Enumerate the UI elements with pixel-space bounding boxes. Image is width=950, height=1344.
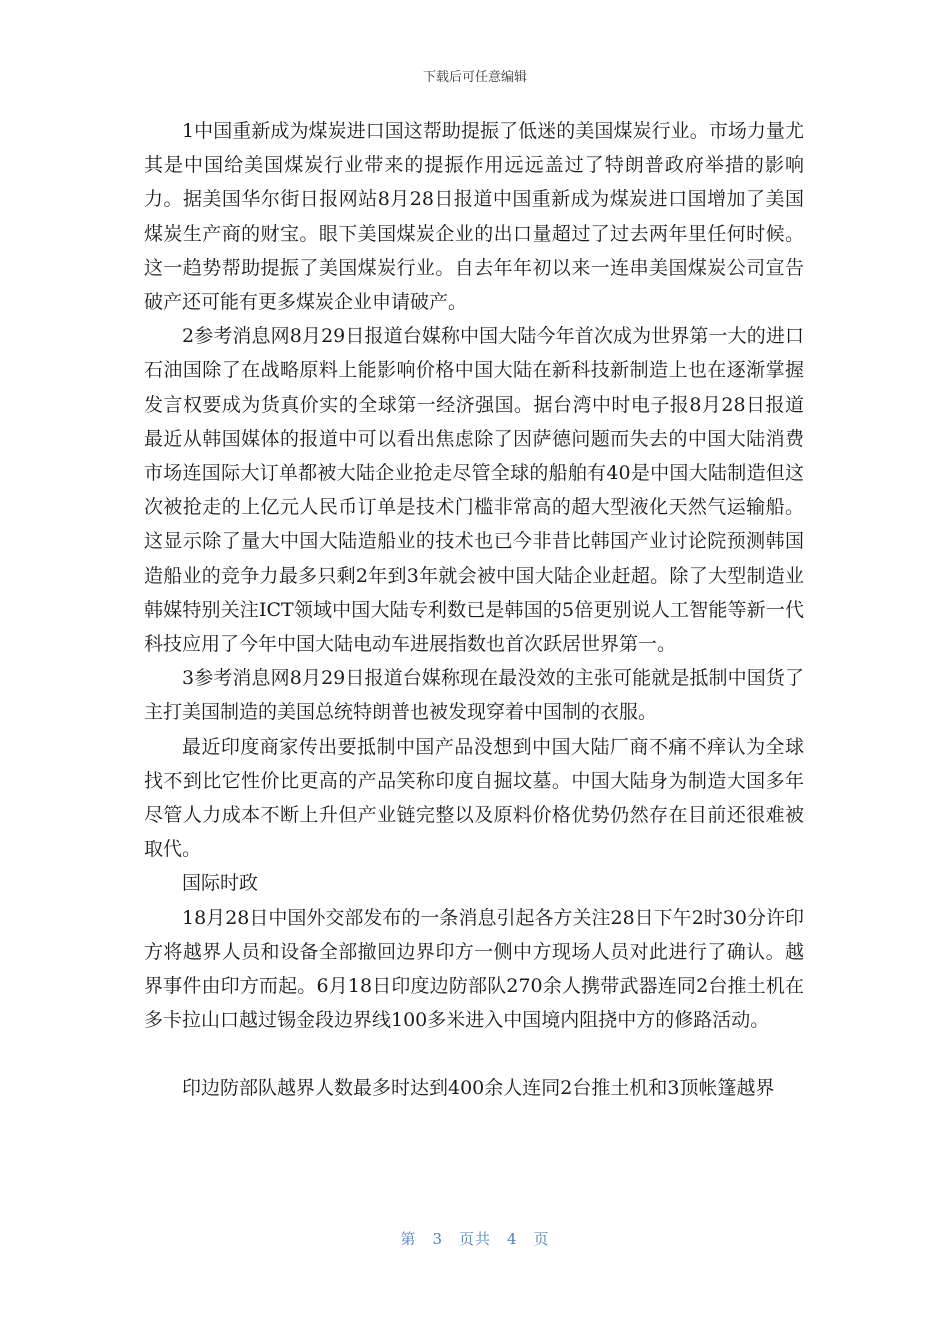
paragraph-3: 3参考消息网8月29日报道台媒称现在最没效的主张可能就是抵制中国货了主打美国制造的美国总统特朗普也被发现穿着中国制的衣服。 xyxy=(144,667,804,724)
footer-middle: 页共 xyxy=(458,1230,491,1248)
header-text: 下载后可任意编辑 xyxy=(422,70,527,85)
paragraph-4: 最近印度商家传出要抵制中国产品没想到中国大陆厂商不痛不痒认为全球找不到比它性价比更高的产品笑称印度自掘坟墓。中国大陆身为制造大国多年尽管人力成本不断上升但产业链完整以及原料价格优势仍然存在目前还很难被取代。 xyxy=(144,735,804,861)
document-body xyxy=(144,114,804,1106)
section-heading: 国际时政 xyxy=(182,872,259,895)
paragraph-5: 18月28日中国外交部发布的一条消息引起各方关注28日下午2时30分许印方将越界人员和设备全部撤回边界印方一侧中方现场人员对此进行了确认。越界事件由印方而起。6月18日印度边防部队270余人携带武器连同2台推土机在多卡拉山口越过锡金段边界线100多米进入中国境内阻挠中方的修路活动。 xyxy=(144,906,804,1032)
paragraph-2: 2参考消息网8月29日报道台媒称中国大陆今年首次成为世界第一大的进口石油国除了在战略原料上能影响价格中国大陆在新科技新制造上也在逐渐掌握发言权要成为货真价实的全球第一经济强国。据台湾中时电子报8月28日报道最近从韩国媒体的报道中可以看出焦虑除了因萨德问题而失去的中国大陆消费市场连国际大订单都被大陆企业抢走尽管全球的船舶有40是中国大陆制造但这次被抢走的上亿元人民币订单是技术门槛非常高的超大型液化天然气运输船。这显示除了量大中国大陆造船业的技术也已今非昔比韩国产业讨论院预测韩国造船业的竞争力最多只剩2年到3年就会被中国大陆企业赶超。除了大型制造业韩媒特别关注ICT领域中国大陆专利数已是韩国的5倍更别说人工智能等新一代科技应用了今年中国大陆电动车进展指数也首次跃居世界第一。 xyxy=(144,325,804,656)
footer-prefix: 第 xyxy=(400,1230,417,1248)
page-header xyxy=(0,66,950,85)
paragraph-1: 1中国重新成为煤炭进口国这帮助提振了低迷的美国煤炭行业。市场力量尤其是中国给美国煤炭行业带来的提振作用远远盖过了特朗普政府举措的影响力。据美国华尔街日报网站8月28日报道中国重新成为煤炭进口国增加了美国煤炭生产商的财宝。眼下美国煤炭企业的出口量超过了过去两年里任何时候。这一趋势帮助提振了美国煤炭行业。自去年年初以来一连串美国煤炭公司宣告破产还可能有更多煤炭企业申请破产。 xyxy=(144,120,804,314)
footer-current-page: 3 xyxy=(432,1230,443,1248)
footer-total-pages: 4 xyxy=(507,1230,518,1248)
page-footer xyxy=(0,1228,950,1249)
footer-suffix: 页 xyxy=(533,1230,550,1248)
paragraph-6: 印边防部队越界人数最多时达到400余人连同2台推土机和3顶帐篷越界 xyxy=(182,1077,775,1100)
